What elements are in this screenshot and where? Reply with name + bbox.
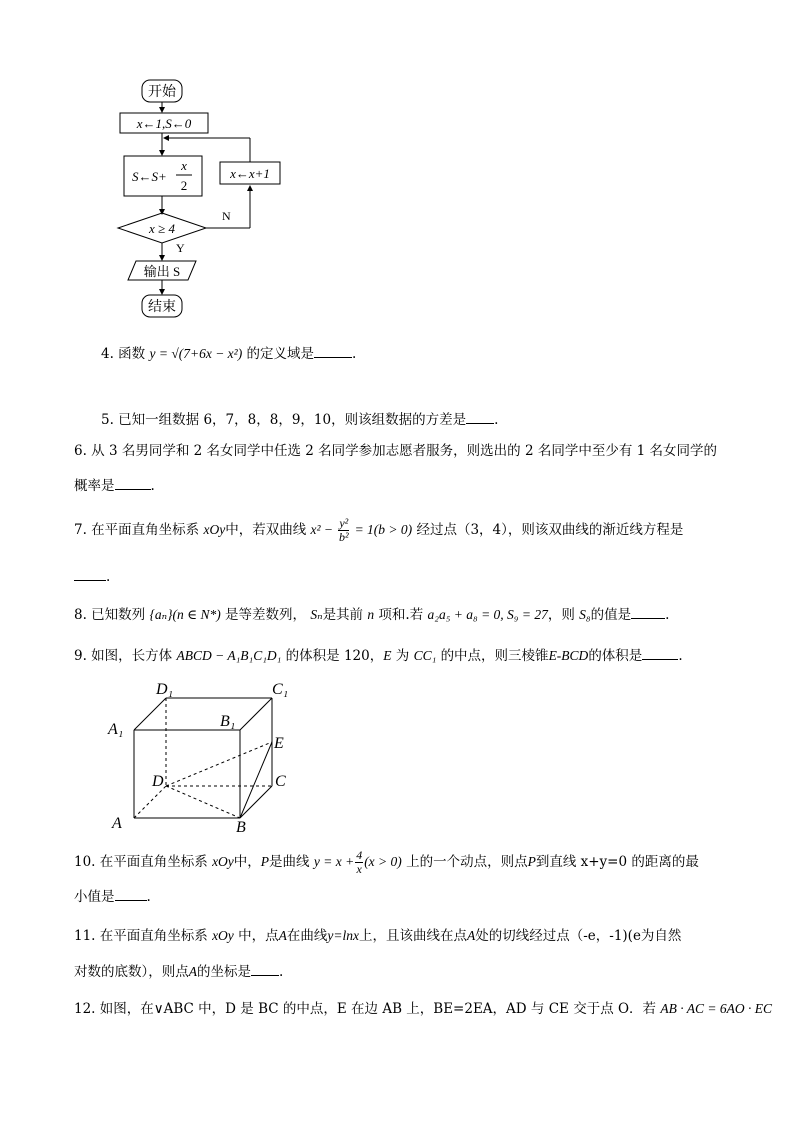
label-A: A [112, 815, 122, 832]
flowchart-assign-den: 2 [180, 178, 188, 193]
q4-expression: y = √(7+6x − x²) [149, 346, 243, 361]
label-B1: B₁ [220, 713, 236, 730]
answer-blank[interactable] [251, 961, 279, 976]
question-11: 11. 在平面直角坐标系 xOy 中，点A在曲线y=lnx上，且该曲线在点A处的切线经过点（-e，-1)(e为自然 [74, 928, 682, 944]
label-D: D [152, 773, 164, 790]
question-6-line1: 6. 从 3 名男同学和 2 名女同学中任选 2 名同学参加志愿者服务，则选出的 2 名同学中至少有 1 名女同学的 [74, 443, 718, 459]
question-10-line2: 小值是 . [74, 886, 151, 907]
flowchart-no-label: N [222, 209, 231, 223]
label-E: E [274, 735, 284, 752]
flowchart-assign-num: x [181, 158, 187, 173]
question-6-line2: 概率是 . [74, 475, 155, 496]
label-B: B [236, 819, 246, 836]
label-D1: D₁ [156, 681, 174, 698]
answer-blank[interactable] [74, 566, 106, 581]
q12-vector-equation: AB · AC = 6AO · EC [660, 1001, 772, 1016]
question-8: 8. 已知数列 {aₙ}(n ∈ N*) 是等差数列， Sₙ是其前 n 项和.若 a₂a₅ + a₈ = 0, S₉ = 27，则 S₈的值是 . [74, 604, 669, 625]
flowchart-start-text: 开始 [148, 85, 176, 100]
question-7-line2: . [74, 566, 110, 587]
flowchart-increment-text: x←x+1 [230, 166, 270, 181]
answer-blank[interactable] [115, 886, 147, 901]
question-11-line2: 对数的底数），则点A的坐标是 . [74, 961, 283, 982]
flowchart [110, 74, 290, 324]
answer-blank[interactable] [642, 645, 678, 660]
flowchart-output-text: 输出 S [143, 264, 181, 279]
label-C: C [275, 773, 286, 790]
flowchart-init-text: x←1,S←0 [136, 116, 192, 131]
question-4: 4. 函数 y = √(7+6x − x²) 的定义域是 . [101, 343, 356, 364]
answer-blank[interactable] [631, 604, 665, 619]
answer-blank[interactable] [314, 343, 352, 358]
question-5: 5. 已知一组数据 6，7，8，8，9，10，则该组数据的方差是 . [101, 409, 498, 430]
flowchart-end-text: 结束 [148, 300, 176, 315]
cuboid-figure [104, 678, 304, 838]
label-C1: C₁ [272, 681, 289, 698]
question-10: 10. 在平面直角坐标系 xOy中，P是曲线 y = x + $\frac{4}{x}$ (x > 0) 上的一个动点，则点P到直线 x+y=0 的距离的最 [74, 848, 699, 876]
question-7: 7. 在平面直角坐标系 xOy中，若双曲线 x² − $\frac{\text{y²}}{\text{b²}}$ = 1(b > 0) 经过点（3，4），则该双曲线的渐近线方程是 [74, 516, 684, 544]
flowchart-assign-text: S←S+ [132, 169, 167, 184]
q10-fraction: $\frac{4}{x}$ [356, 848, 363, 876]
question-12: 12. 如图，在∨ABC 中，D 是 BC 的中点，E 在边 AB 上，BE=2EA，AD 与 CE 交于点 O．若 AB · AC = 6AO · EC [74, 1001, 772, 1017]
answer-blank[interactable] [115, 475, 151, 490]
flowchart-yes-label: Y [176, 241, 185, 255]
flowchart-condition-text: x ≥ 4 [149, 221, 175, 236]
question-9: 9. 如图，长方体 ABCD − A₁B₁C₁D₁ 的体积是 120，E 为 CC₁ 的中点，则三棱锥E-BCD的体积是 . [74, 645, 683, 666]
answer-blank[interactable] [466, 409, 494, 424]
label-A1: A₁ [108, 721, 124, 738]
q7-fraction: $\frac{\text{y²}}{\text{b²}}$ [338, 516, 349, 544]
